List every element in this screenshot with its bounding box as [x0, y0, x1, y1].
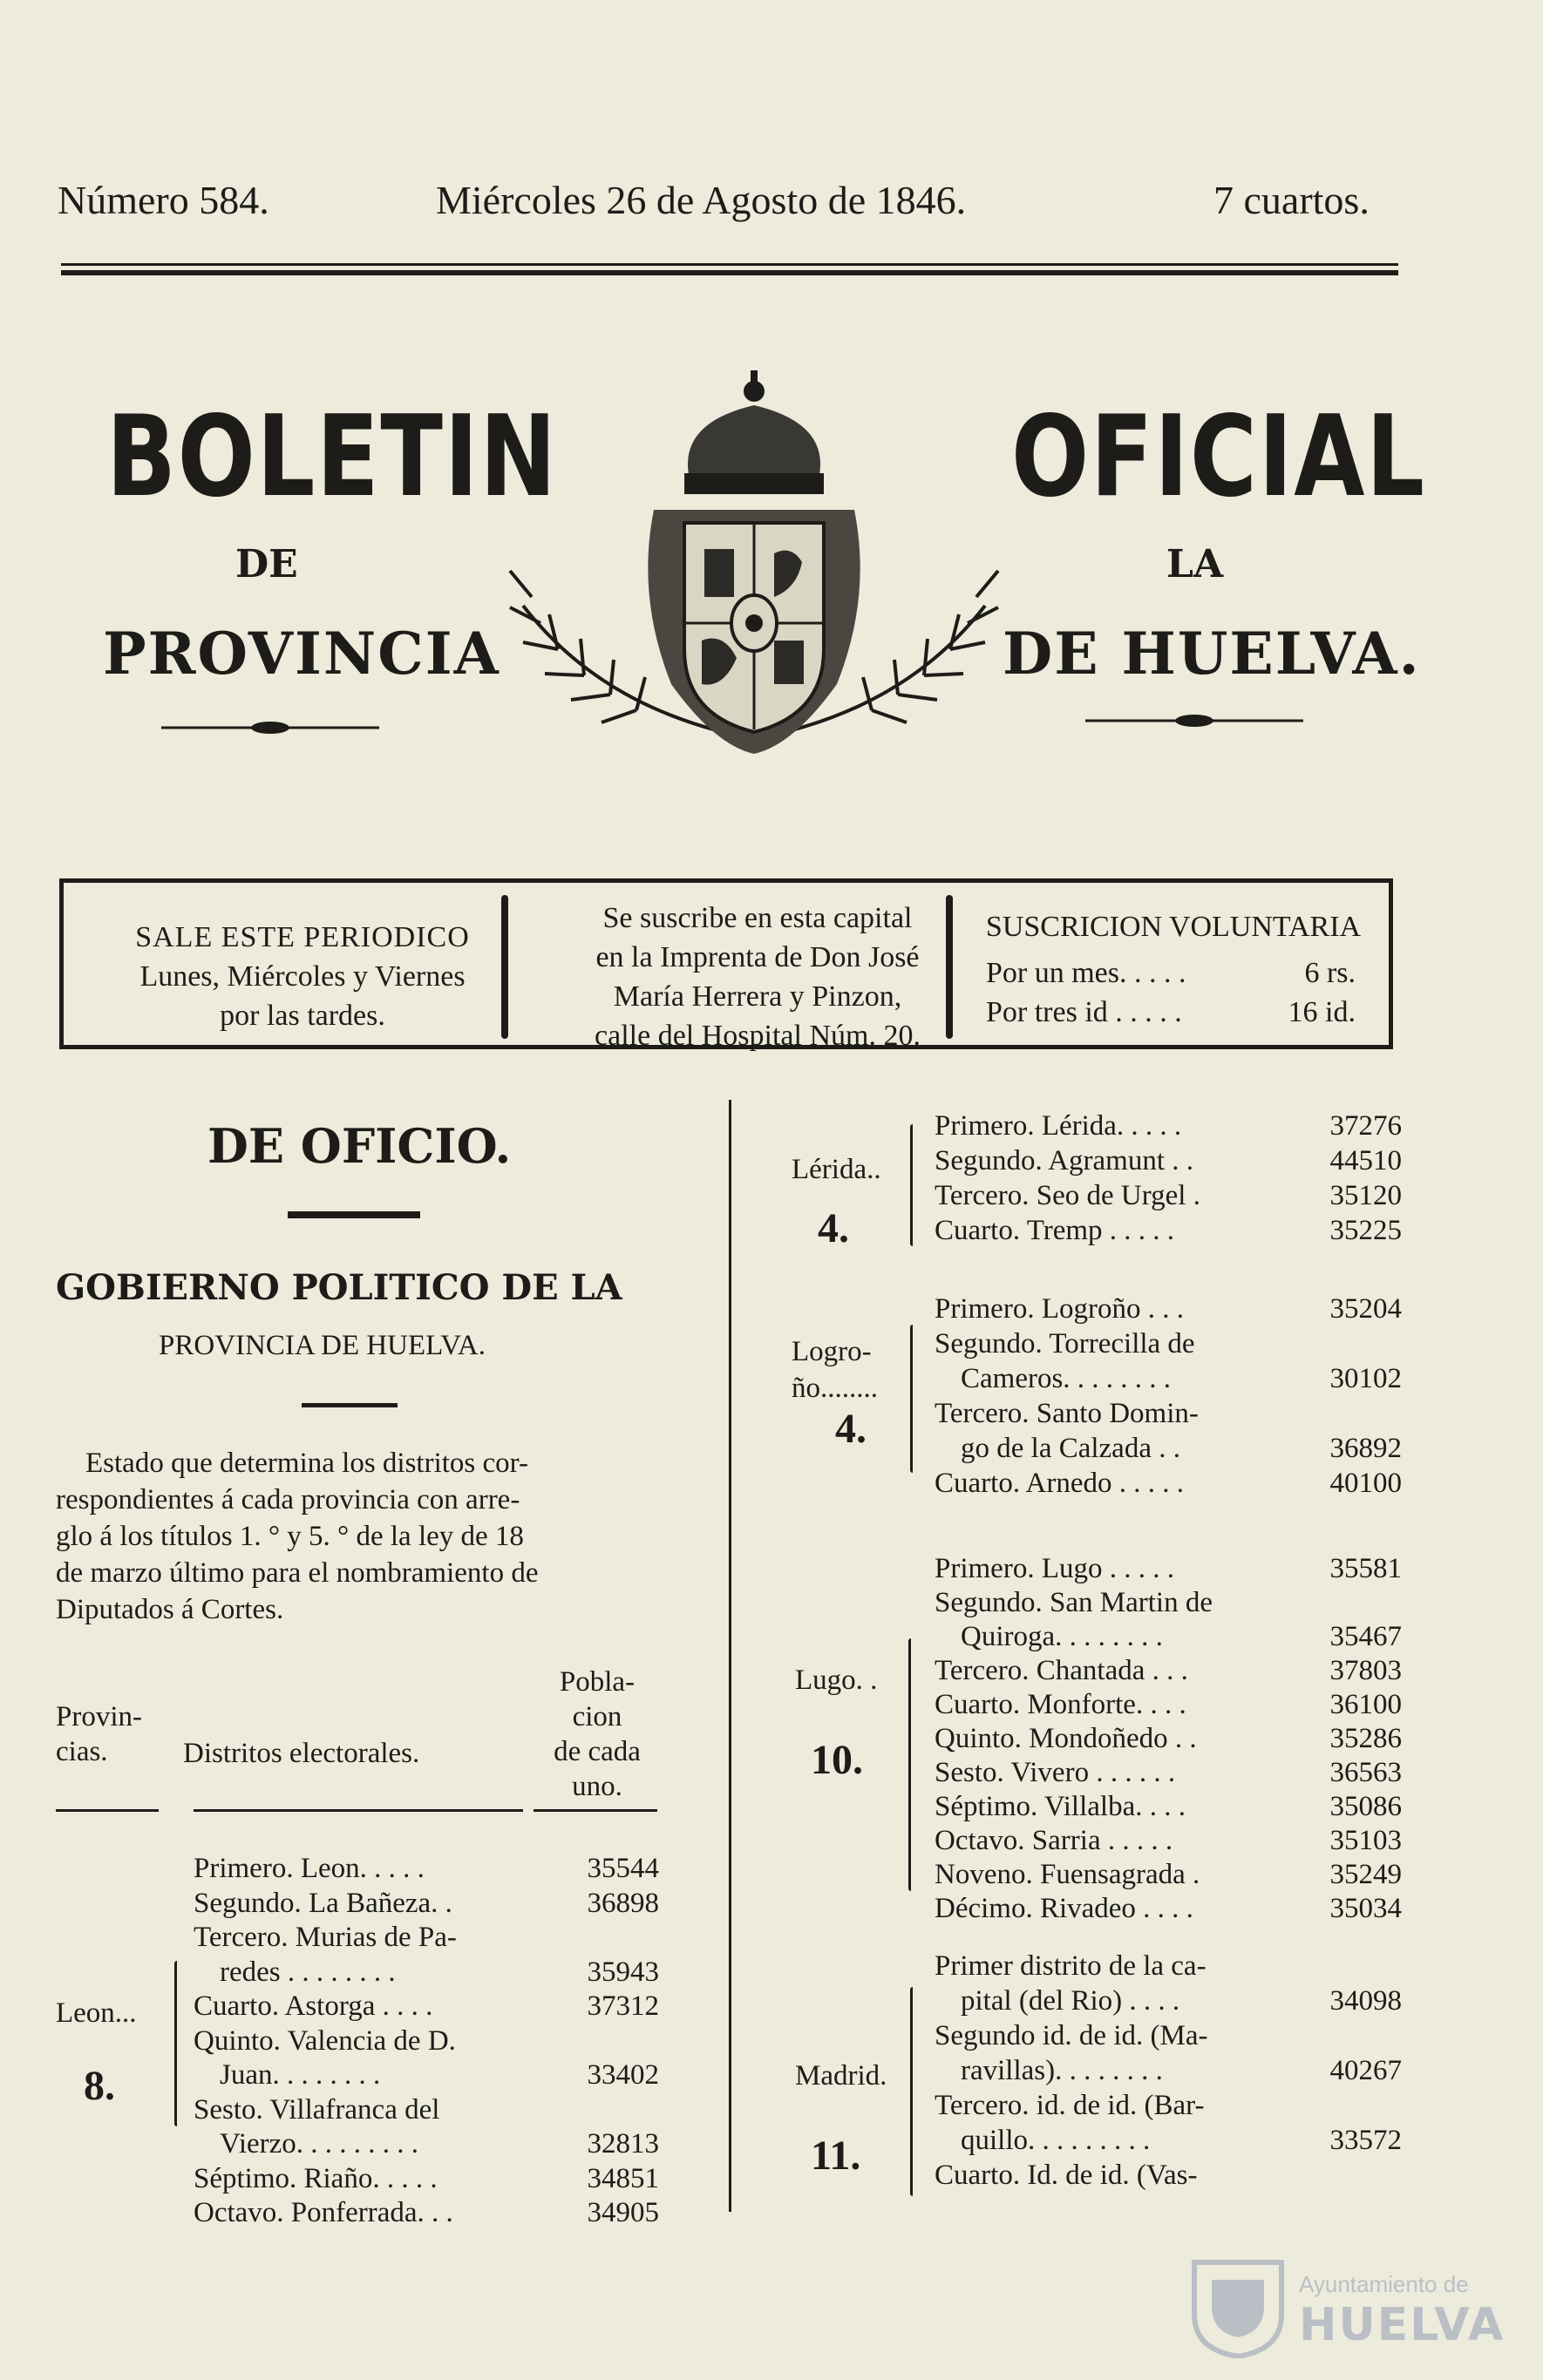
district-line: quillo. . . . . . . . . — [961, 2125, 1151, 2156]
district-line: Séptimo. Villalba. . . . — [935, 1791, 1186, 1822]
box-divider-right — [946, 895, 953, 1039]
district-line: Primero. Leon. . . . . — [194, 1853, 425, 1884]
district-line: Cuarto. Arnedo . . . . . — [935, 1468, 1184, 1499]
district-line: go de la Calzada . . — [961, 1433, 1180, 1464]
province-madrid: Madrid. — [795, 2060, 887, 2092]
masthead-de-huelva: DE HUELVA. — [1003, 620, 1421, 688]
district-line: Cameros. . . . . . . . — [961, 1363, 1172, 1394]
district-line: Tercero. Santo Domin- — [935, 1398, 1199, 1429]
population-value: 36898 — [587, 1887, 659, 1919]
price-per-quarter: Por tres id . . . . . 16 id. — [986, 996, 1356, 1028]
district-line: Quinto. Mondoñedo . . — [935, 1723, 1197, 1754]
district-line: Sesto. Villafranca del — [194, 2093, 440, 2126]
subscription-box — [59, 878, 1393, 1052]
masthead-provincia: PROVINCIA — [103, 620, 500, 688]
district-line: Segundo. San Martin de — [935, 1587, 1213, 1618]
district-line: Primero. Logroño . . . — [935, 1293, 1184, 1325]
population-value: 35225 — [1329, 1215, 1402, 1246]
district-line: Séptimo. Riaño. . . . . — [194, 2162, 438, 2194]
district-line: Cuarto. Monforte. . . . — [935, 1689, 1186, 1720]
population-value: 34905 — [587, 2197, 659, 2228]
column-divider — [729, 1100, 731, 2212]
population-value: 44510 — [1329, 1145, 1402, 1176]
district-line: Vierzo. . . . . . . . . — [220, 2128, 419, 2160]
population-value: 36100 — [1329, 1689, 1402, 1720]
population-value: 35204 — [1329, 1293, 1402, 1325]
header-distritos: Distritos electorales. — [183, 1738, 420, 1769]
province-logrono-count: 4. — [835, 1406, 867, 1452]
issue-price: 7 cuartos. — [1213, 178, 1370, 222]
district-line: Sesto. Vivero . . . . . . — [935, 1757, 1176, 1788]
province-logrono: Logro- ño........ — [792, 1336, 878, 1404]
population-value: 40100 — [1329, 1468, 1402, 1499]
population-value: 33402 — [587, 2059, 659, 2091]
population-value: 35467 — [1329, 1621, 1402, 1652]
voluntary-subscription: SUSCRICION VOLUNTARIA Por un mes. . . . . 6 rs. Por tres id . . . . . 16 id. — [960, 907, 1387, 1032]
leon-brace — [174, 1961, 177, 2126]
section-rule — [288, 1211, 420, 1218]
population-value: 35249 — [1329, 1859, 1402, 1890]
district-line: Cuarto. Tremp . . . . . — [935, 1215, 1175, 1246]
masthead-oficial: OFICIAL — [1011, 392, 1426, 522]
royal-coat-of-arms-icon — [506, 370, 1003, 758]
population-value: 35120 — [1329, 1180, 1402, 1211]
population-value: 35943 — [587, 1956, 659, 1988]
population-value: 35034 — [1329, 1893, 1402, 1924]
population-value: 36563 — [1329, 1757, 1402, 1788]
section-title: DE OFICIO. — [207, 1118, 512, 1174]
ayuntamiento-huelva-logo: Ayuntamiento de HUELVA — [1186, 2254, 1482, 2358]
population-value: 35544 — [587, 1853, 659, 1884]
left-ornament-icon — [157, 715, 384, 741]
population-value: 35581 — [1329, 1553, 1402, 1584]
province-leon-count: 8. — [84, 2063, 115, 2109]
province-leon: Leon... — [56, 1997, 137, 2029]
population-value: 35103 — [1329, 1825, 1402, 1856]
right-ornament-icon — [1081, 708, 1308, 734]
population-value: 34851 — [587, 2162, 659, 2194]
price-per-month: Por un mes. . . . . 6 rs. — [986, 957, 1356, 989]
district-line: Tercero. Seo de Urgel . — [935, 1180, 1200, 1211]
masthead-la: LA — [1166, 542, 1224, 587]
header-rule-top — [61, 263, 1398, 266]
population-value: 35286 — [1329, 1723, 1402, 1754]
lerida-brace — [910, 1124, 913, 1246]
district-line: Juan. . . . . . . . — [220, 2059, 381, 2091]
province-lerida: Lérida.. — [792, 1154, 881, 1185]
subscription-address: Se suscribe en esta capital en la Imprenta de Don José María Herrera y Pinzon, calle del Hospital Núm. 20. — [595, 902, 921, 1052]
district-line: Segundo. La Bañeza. . — [194, 1887, 452, 1919]
intro-paragraph: Estado que determina los distritos cor- respondientes á cada provincia con arre- glo á los títulos 1. ° y 5. ° de la ley de 18 de marzo último para el nombramiento de Diputados á Cortes. — [56, 1448, 539, 1625]
district-line: Octavo. Ponferrada. . . — [194, 2197, 453, 2228]
population-value: 30102 — [1329, 1363, 1402, 1394]
district-line: ravillas). . . . . . . . — [961, 2055, 1163, 2086]
huelva-shield-icon — [1186, 2254, 1290, 2358]
district-line: Primero. Lugo . . . . . — [935, 1553, 1174, 1584]
district-line: Tercero. Chantada . . . — [935, 1655, 1188, 1686]
population-value: 32813 — [587, 2128, 659, 2160]
district-line: Tercero. Murias de Pa- — [194, 1922, 457, 1953]
district-line: Cuarto. Id. de id. (Vas- — [935, 2160, 1198, 2191]
population-value: 37312 — [587, 1990, 659, 2022]
gov-rule — [302, 1403, 398, 1407]
district-line: Quiroga. . . . . . . . — [961, 1621, 1163, 1652]
district-line: Primer distrito de la ca- — [935, 1950, 1207, 1982]
issue-date: Miércoles 26 de Agosto de 1846. — [436, 178, 967, 222]
population-value: 37276 — [1329, 1110, 1402, 1142]
header-underline-2 — [194, 1809, 523, 1812]
province-lugo: Lugo. . — [795, 1665, 878, 1696]
district-line: Segundo. Torrecilla de — [935, 1328, 1195, 1360]
madrid-brace — [910, 1987, 913, 2196]
district-line: Tercero. id. de id. (Bar- — [935, 2090, 1205, 2121]
population-value: 35086 — [1329, 1791, 1402, 1822]
population-value: 37803 — [1329, 1655, 1402, 1686]
province-madrid-count: 11. — [811, 2133, 861, 2179]
header-provincias: Provin- cias. — [56, 1701, 142, 1767]
header-underline-1 — [56, 1809, 159, 1812]
logrono-brace — [910, 1325, 913, 1473]
gov-title: GOBIERNO POLITICO DE LA — [56, 1267, 622, 1308]
population-value: 34098 — [1329, 1985, 1402, 2017]
province-lugo-count: 10. — [811, 1737, 863, 1783]
box-divider-left — [501, 895, 508, 1039]
district-line: Cuarto. Astorga . . . . — [194, 1990, 433, 2022]
population-value: 36892 — [1329, 1433, 1402, 1464]
district-line: Segundo. Agramunt . . — [935, 1145, 1193, 1176]
publication-schedule: SALE ESTE PERIODICO Lunes, Miércoles y Viernes por las tardes. — [135, 921, 470, 1032]
masthead-de: DE — [235, 542, 298, 587]
gov-subtitle: PROVINCIA DE HUELVA. — [159, 1330, 486, 1361]
district-line: redes . . . . . . . . — [220, 1956, 396, 1988]
header-underline-3 — [534, 1809, 657, 1812]
population-value: 33572 — [1329, 2125, 1402, 2156]
header-rule-bottom — [61, 270, 1398, 275]
district-line: pital (del Rio) . . . . — [961, 1985, 1180, 2017]
lugo-brace — [908, 1638, 911, 1891]
province-lerida-count: 4. — [818, 1205, 849, 1251]
population-value: 40267 — [1329, 2055, 1402, 2086]
issue-number: Número 584. — [58, 178, 269, 222]
district-line: Octavo. Sarria . . . . . — [935, 1825, 1173, 1856]
district-line: Quinto. Valencia de D. — [194, 2024, 456, 2057]
district-line: Primero. Lérida. . . . . — [935, 1110, 1182, 1142]
district-line: Segundo id. de id. (Ma- — [935, 2020, 1208, 2051]
district-line: Décimo. Rivadeo . . . . — [935, 1893, 1193, 1924]
header-poblacion: Pobla- cion de cada uno. — [554, 1666, 641, 1802]
masthead-boletin: BOLETIN — [106, 392, 558, 522]
district-line: Noveno. Fuensagrada . — [935, 1859, 1200, 1890]
